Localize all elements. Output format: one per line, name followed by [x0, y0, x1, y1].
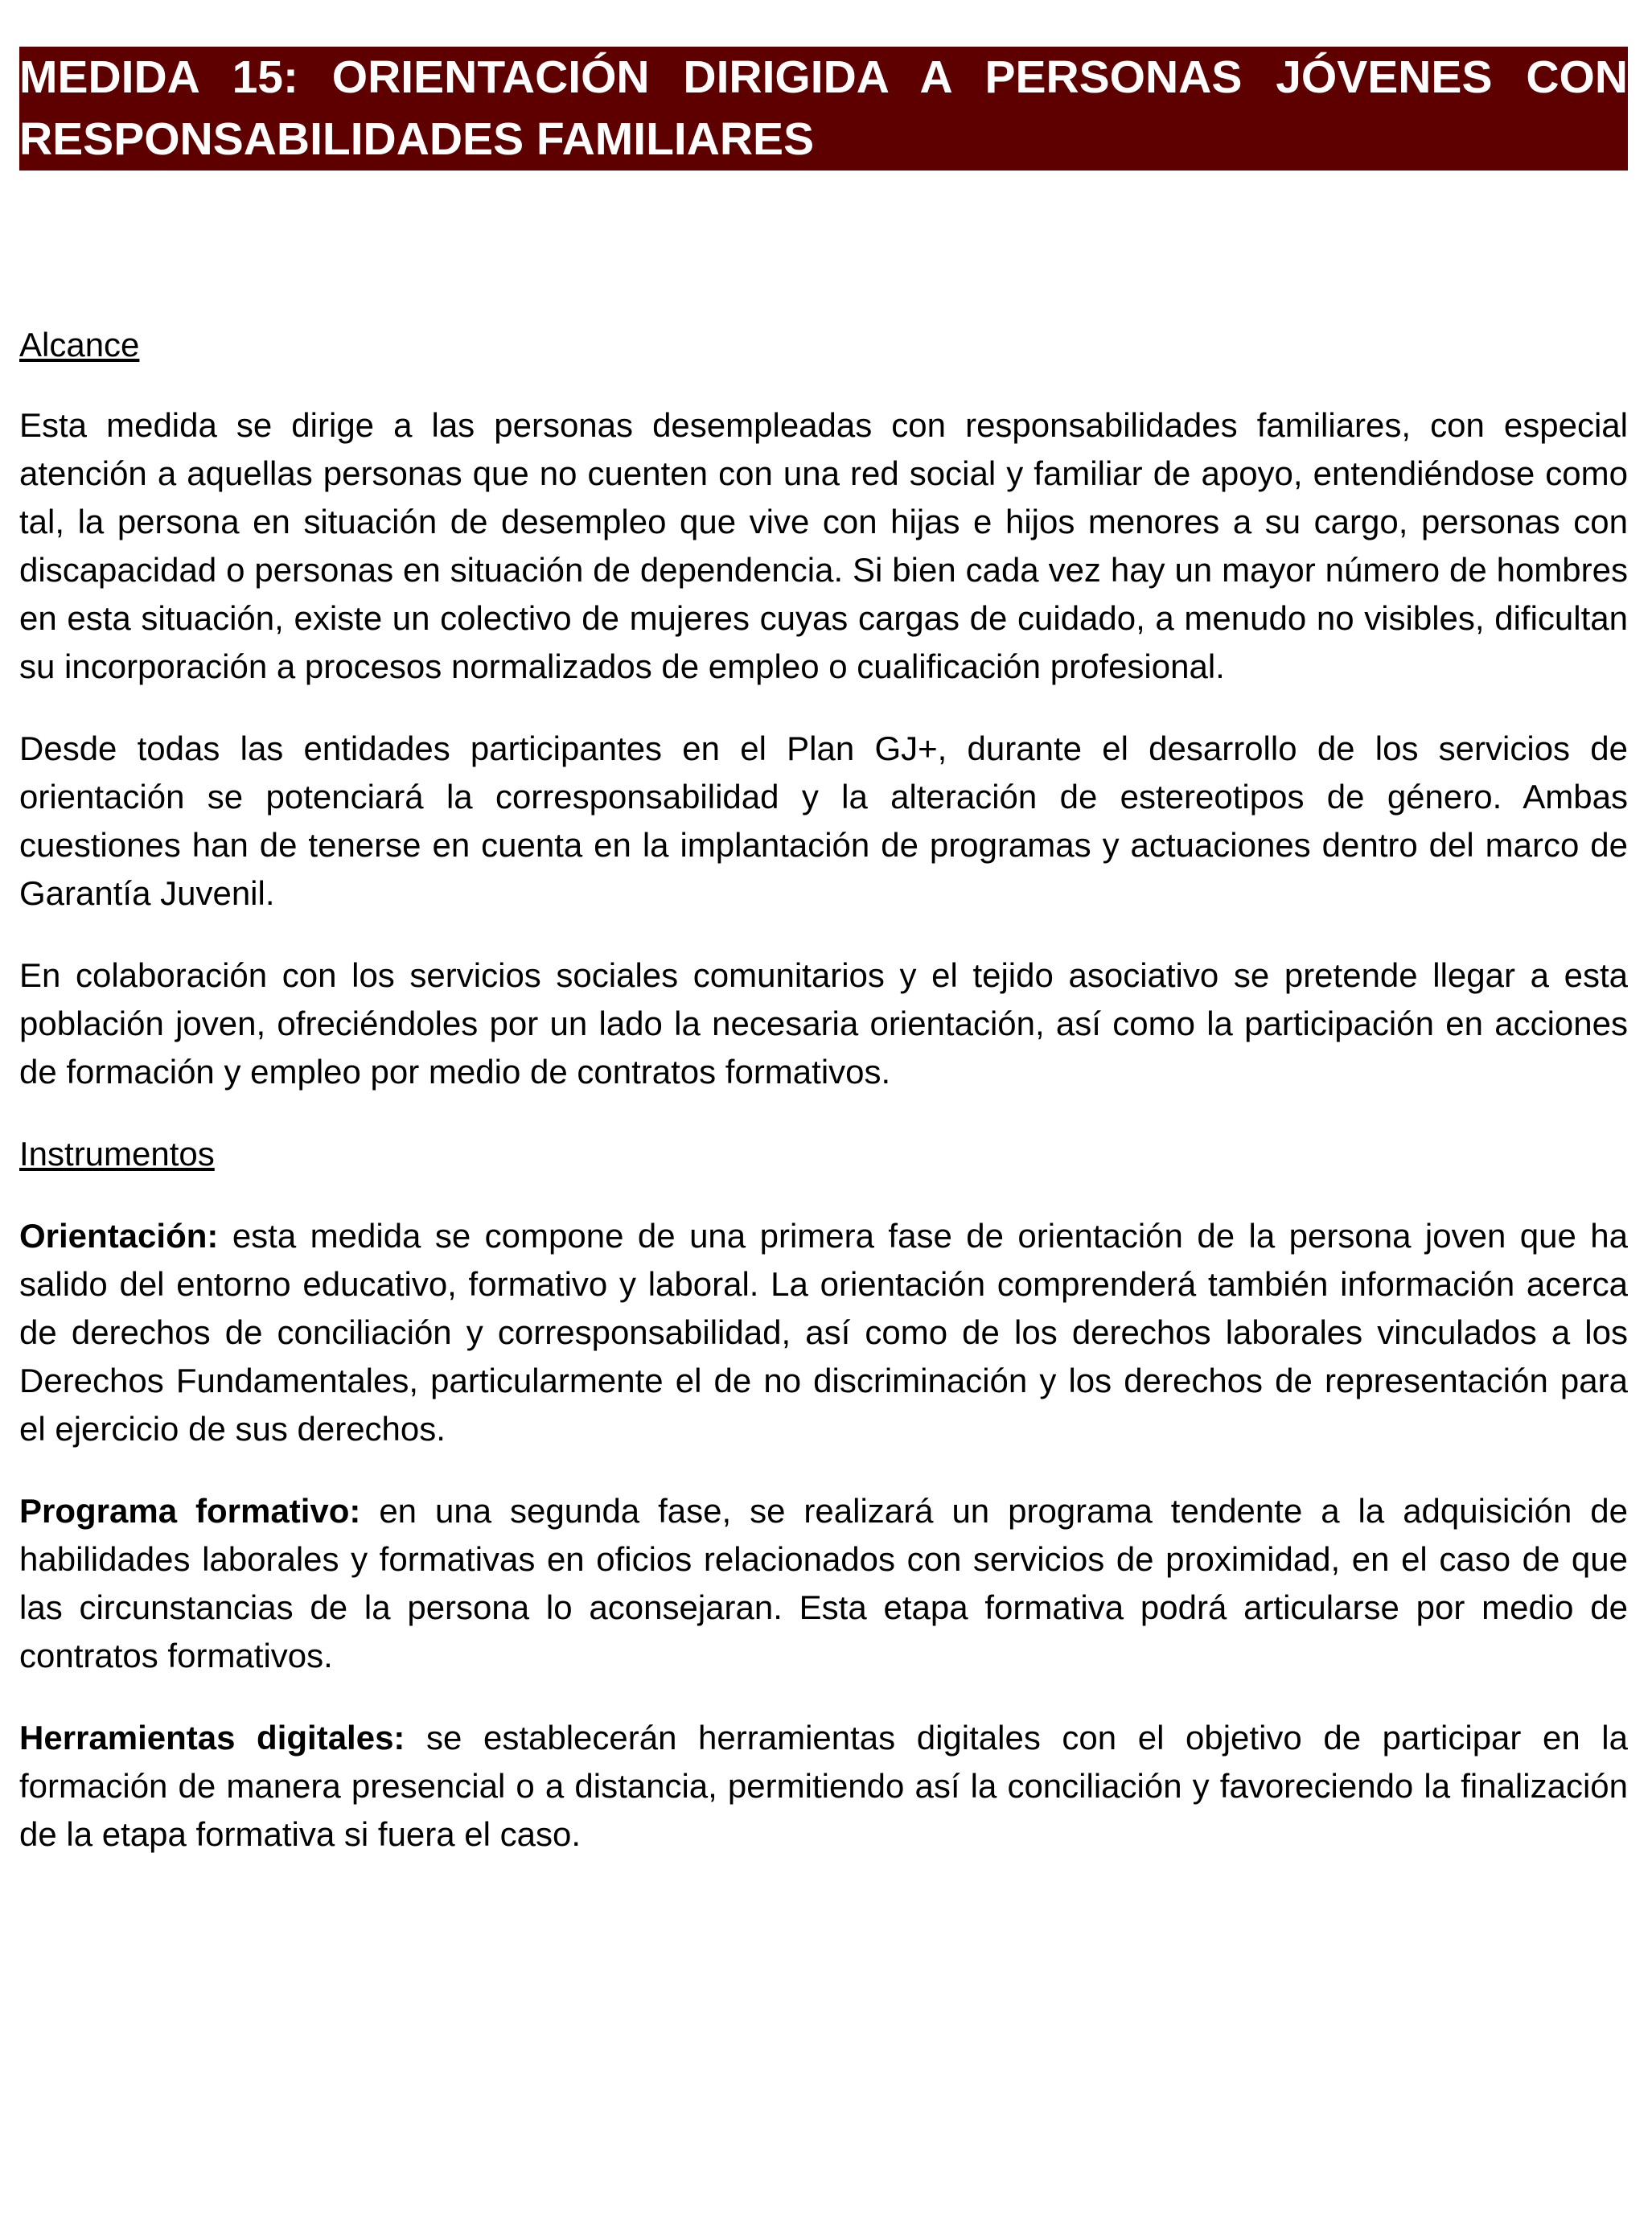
instrument-orientacion [19, 1212, 1628, 1453]
document-page [19, 47, 1628, 1859]
page-title: MEDIDA 15: ORIENTACIÓN DIRIGIDA A PERSONAS JÓVENES CON RESPONSABILIDADES FAMILIARES [19, 51, 1628, 165]
section-heading-alcance: Alcance [19, 326, 140, 364]
alcance-paragraph-3: En colaboración con los servicios sociales comunitarios y el tejido asociativo se pretende llegar a esta población joven, ofreciéndoles por un lado la necesaria orientación, así como la participación en acciones de formación y empleo por medio de contratos formativos. [19, 956, 1628, 1091]
instrument-text-herramientas-digitales: se establecerán herramientas digitales con el objetivo de participar en la formación de manera presencial o a distancia, permitiendo así la conciliación y favoreciendo la finalización de la etapa formativa si fuera el caso. [19, 1719, 1628, 1853]
instrument-lead-orientacion: Orientación: [19, 1217, 219, 1255]
instrument-herramientas-digitales [19, 1714, 1628, 1859]
section-heading-instrumentos: Instrumentos [19, 1135, 215, 1173]
title-banner [19, 47, 1628, 171]
alcance-paragraph-1: Esta medida se dirige a las personas desempleadas con responsabilidades familiares, con especial atención a aquellas personas que no cuenten con una red social y familiar de apoyo, entendiéndose como tal, la persona en situación de desempleo que vive con hijas e hijos menores a su cargo, personas con discapacidad o personas en situación de dependencia. Si bien cada vez hay un mayor número de hombres en esta situación, existe un colectivo de mujeres cuyas cargas de cuidado, a menudo no visibles, dificultan su incorporación a procesos normalizados de empleo o cualificación profesional. [19, 406, 1628, 685]
instrument-text-orientacion: esta medida se compone de una primera fase de orientación de la persona joven que ha salido del entorno educativo, formativo y laboral. La orientación comprenderá también información acerca de derechos de conciliación y corresponsabilidad, así como de los derechos laborales vinculados a los Derechos Fundamentales, particularmente el de no discriminación y los derechos de representación para el ejercicio de sus derechos. [19, 1217, 1628, 1448]
alcance-paragraph-2: Desde todas las entidades participantes en el Plan GJ+, durante el desarrollo de los servicios de orientación se potenciará la corresponsabilidad y la alteración de estereotipos de género. Ambas cuestiones han de tenerse en cuenta en la implantación de programas y actuaciones dentro del marco de Garantía Juvenil. [19, 729, 1628, 912]
instrument-lead-programa-formativo: Programa formativo: [19, 1492, 361, 1530]
instrument-lead-herramientas-digitales: Herramientas digitales: [19, 1719, 405, 1757]
instrument-text-programa-formativo: en una segunda fase, se realizará un programa tendente a la adquisición de habilidades laborales y formativas en oficios relacionados con servicios de proximidad, en el caso de que las circunstancias de la persona lo aconsejaran. Esta etapa formativa podrá articularse por medio de contratos formativos. [19, 1492, 1629, 1674]
instrument-programa-formativo [19, 1487, 1628, 1680]
